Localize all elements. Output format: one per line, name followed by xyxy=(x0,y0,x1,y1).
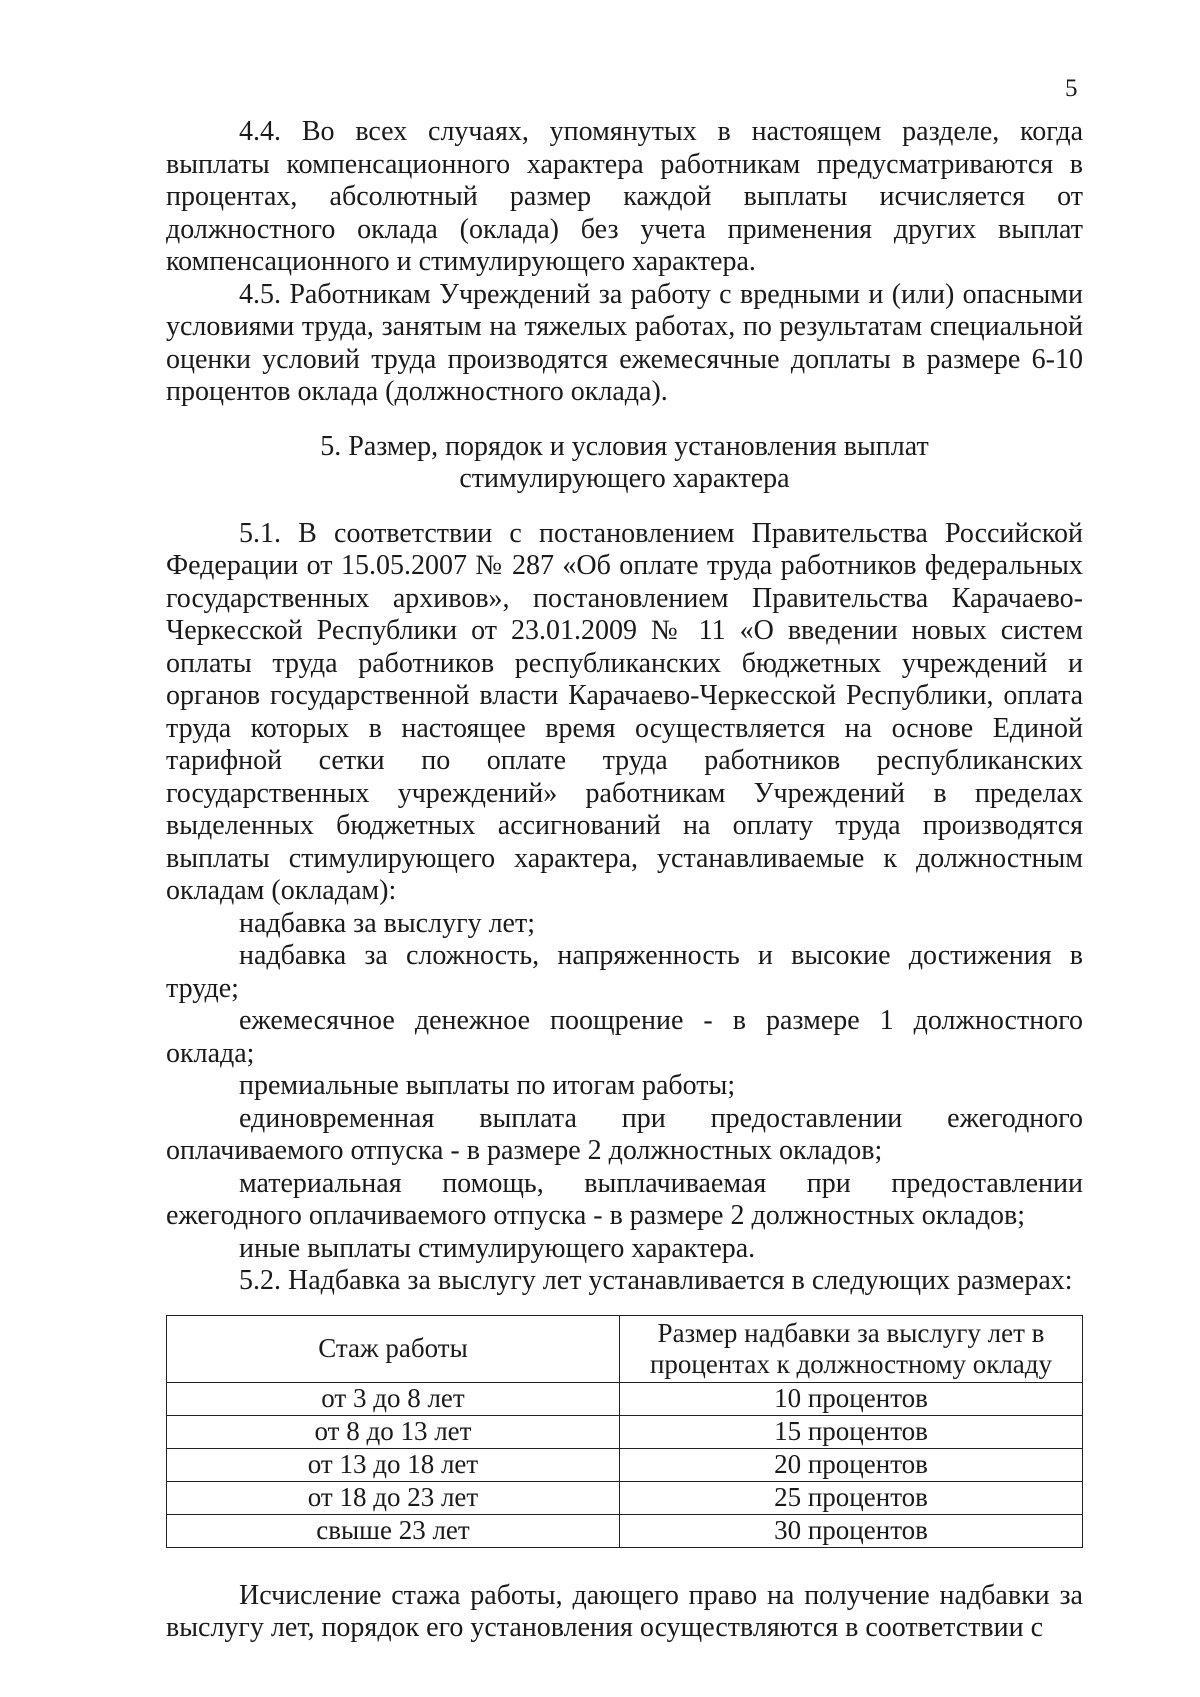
table-row xyxy=(167,1382,1083,1415)
paragraph-4-5: 4.5. Работникам Учреждений за работу с вредными и (или) опасными условиями труда, занятым на тяжелых работах, по результатам специальной оценки условий труда производятся ежемесячные доплаты в размере 6-10 процентов оклада (должностного оклада). xyxy=(166,278,1083,407)
table-row xyxy=(167,1481,1083,1514)
tenure-cell: от 13 до 18 лет xyxy=(167,1448,620,1481)
rate-cell: 25 процентов xyxy=(620,1481,1083,1514)
list-item: премиальные выплаты по итогам работы; xyxy=(239,1070,736,1101)
tenure-cell: от 3 до 8 лет xyxy=(167,1382,620,1415)
tenure-cell: от 18 до 23 лет xyxy=(167,1481,620,1514)
paragraph-seniority-calculation: Исчисление стажа работы, дающего право на получение надбавки за выслугу лет, порядок его установления осуществляются в соответствии с xyxy=(166,1579,1083,1643)
allowance-list xyxy=(166,908,1083,1266)
rate-cell: 20 процентов xyxy=(620,1448,1083,1481)
tenure-cell: от 8 до 13 лет xyxy=(167,1415,620,1448)
page-number: 5 xyxy=(1065,75,1078,102)
table-row xyxy=(167,1448,1083,1481)
section-heading-line: стимулирующего характера xyxy=(459,462,790,494)
list-item: единовременная выплата при предоставлении ежегодного оплачиваемого отпуска - в размере 2 должностных окладов; xyxy=(166,1102,1083,1166)
paragraph-5-1: 5.1. В соответствии с постановлением Правительства Российской Федерации от 15.05.2007 № 287 «Об оплате труда работников федеральных государственных архивов», постановлением Правительства Карачаево-Черкесской Республики от 23.01.2009 № 11 «О введении новых систем оплаты труда работников республиканских бюджетных учреждений и органов государственной власти Карачаево-Черкесской Республики, оплата труда которых в настоящее время осуществляется на основе Единой тарифной сетки по оплате труда работников республиканских государственных учреждений» работникам Учреждений в пределах выделенных бюджетных ассигнований на оплату труда производятся выплаты стимулирующего характера, устанавливаемые к должностным окладам (окладам): xyxy=(166,517,1083,906)
header-rate xyxy=(620,1315,1083,1382)
paragraph-4-4: 4.4. Во всех случаях, упомянутых в настоящем разделе, когда выплаты компенсационного характера работникам предусматриваются в процентах, абсолютный размер каждой выплаты исчисляется от должностного оклада (оклада) без учета применения других выплат компенсационного и стимулирующего характера. xyxy=(166,116,1083,277)
header-tenure: Стаж работы xyxy=(167,1315,620,1382)
table-row xyxy=(167,1514,1083,1547)
rate-cell: 10 процентов xyxy=(620,1382,1083,1415)
rate-cell: 15 процентов xyxy=(620,1415,1083,1448)
paragraph-5-2: 5.2. Надбавка за выслугу лет устанавливается в следующих размерах: xyxy=(239,1265,1073,1296)
section-heading-line: 5. Размер, порядок и условия установления выплат xyxy=(320,430,929,462)
header-rate-line: Размер надбавки за выслугу лет в xyxy=(657,1317,1045,1348)
list-item: ежемесячное денежное поощрение - в размере 1 должностного оклада; xyxy=(166,1005,1083,1069)
list-item: материальная помощь, выплачиваемая при предоставлении ежегодного оплачиваемого отпуска - в размере 2 должностных окладов; xyxy=(166,1167,1083,1231)
list-item: надбавка за выслугу лет; xyxy=(239,907,535,939)
seniority-allowance-table xyxy=(166,1315,1083,1548)
section-5-heading xyxy=(166,431,1083,495)
table-row xyxy=(167,1415,1083,1448)
rate-cell: 30 процентов xyxy=(620,1514,1083,1547)
document-body xyxy=(166,116,1083,1645)
list-item: иные выплаты стимулирующего характера. xyxy=(239,1232,756,1264)
list-item: надбавка за сложность, напряженность и высокие достижения в труде; xyxy=(166,940,1083,1004)
table-header-row xyxy=(167,1315,1083,1382)
tenure-cell: свыше 23 лет xyxy=(167,1514,620,1547)
header-rate-line: процентах к должностному окладу xyxy=(649,1348,1053,1379)
